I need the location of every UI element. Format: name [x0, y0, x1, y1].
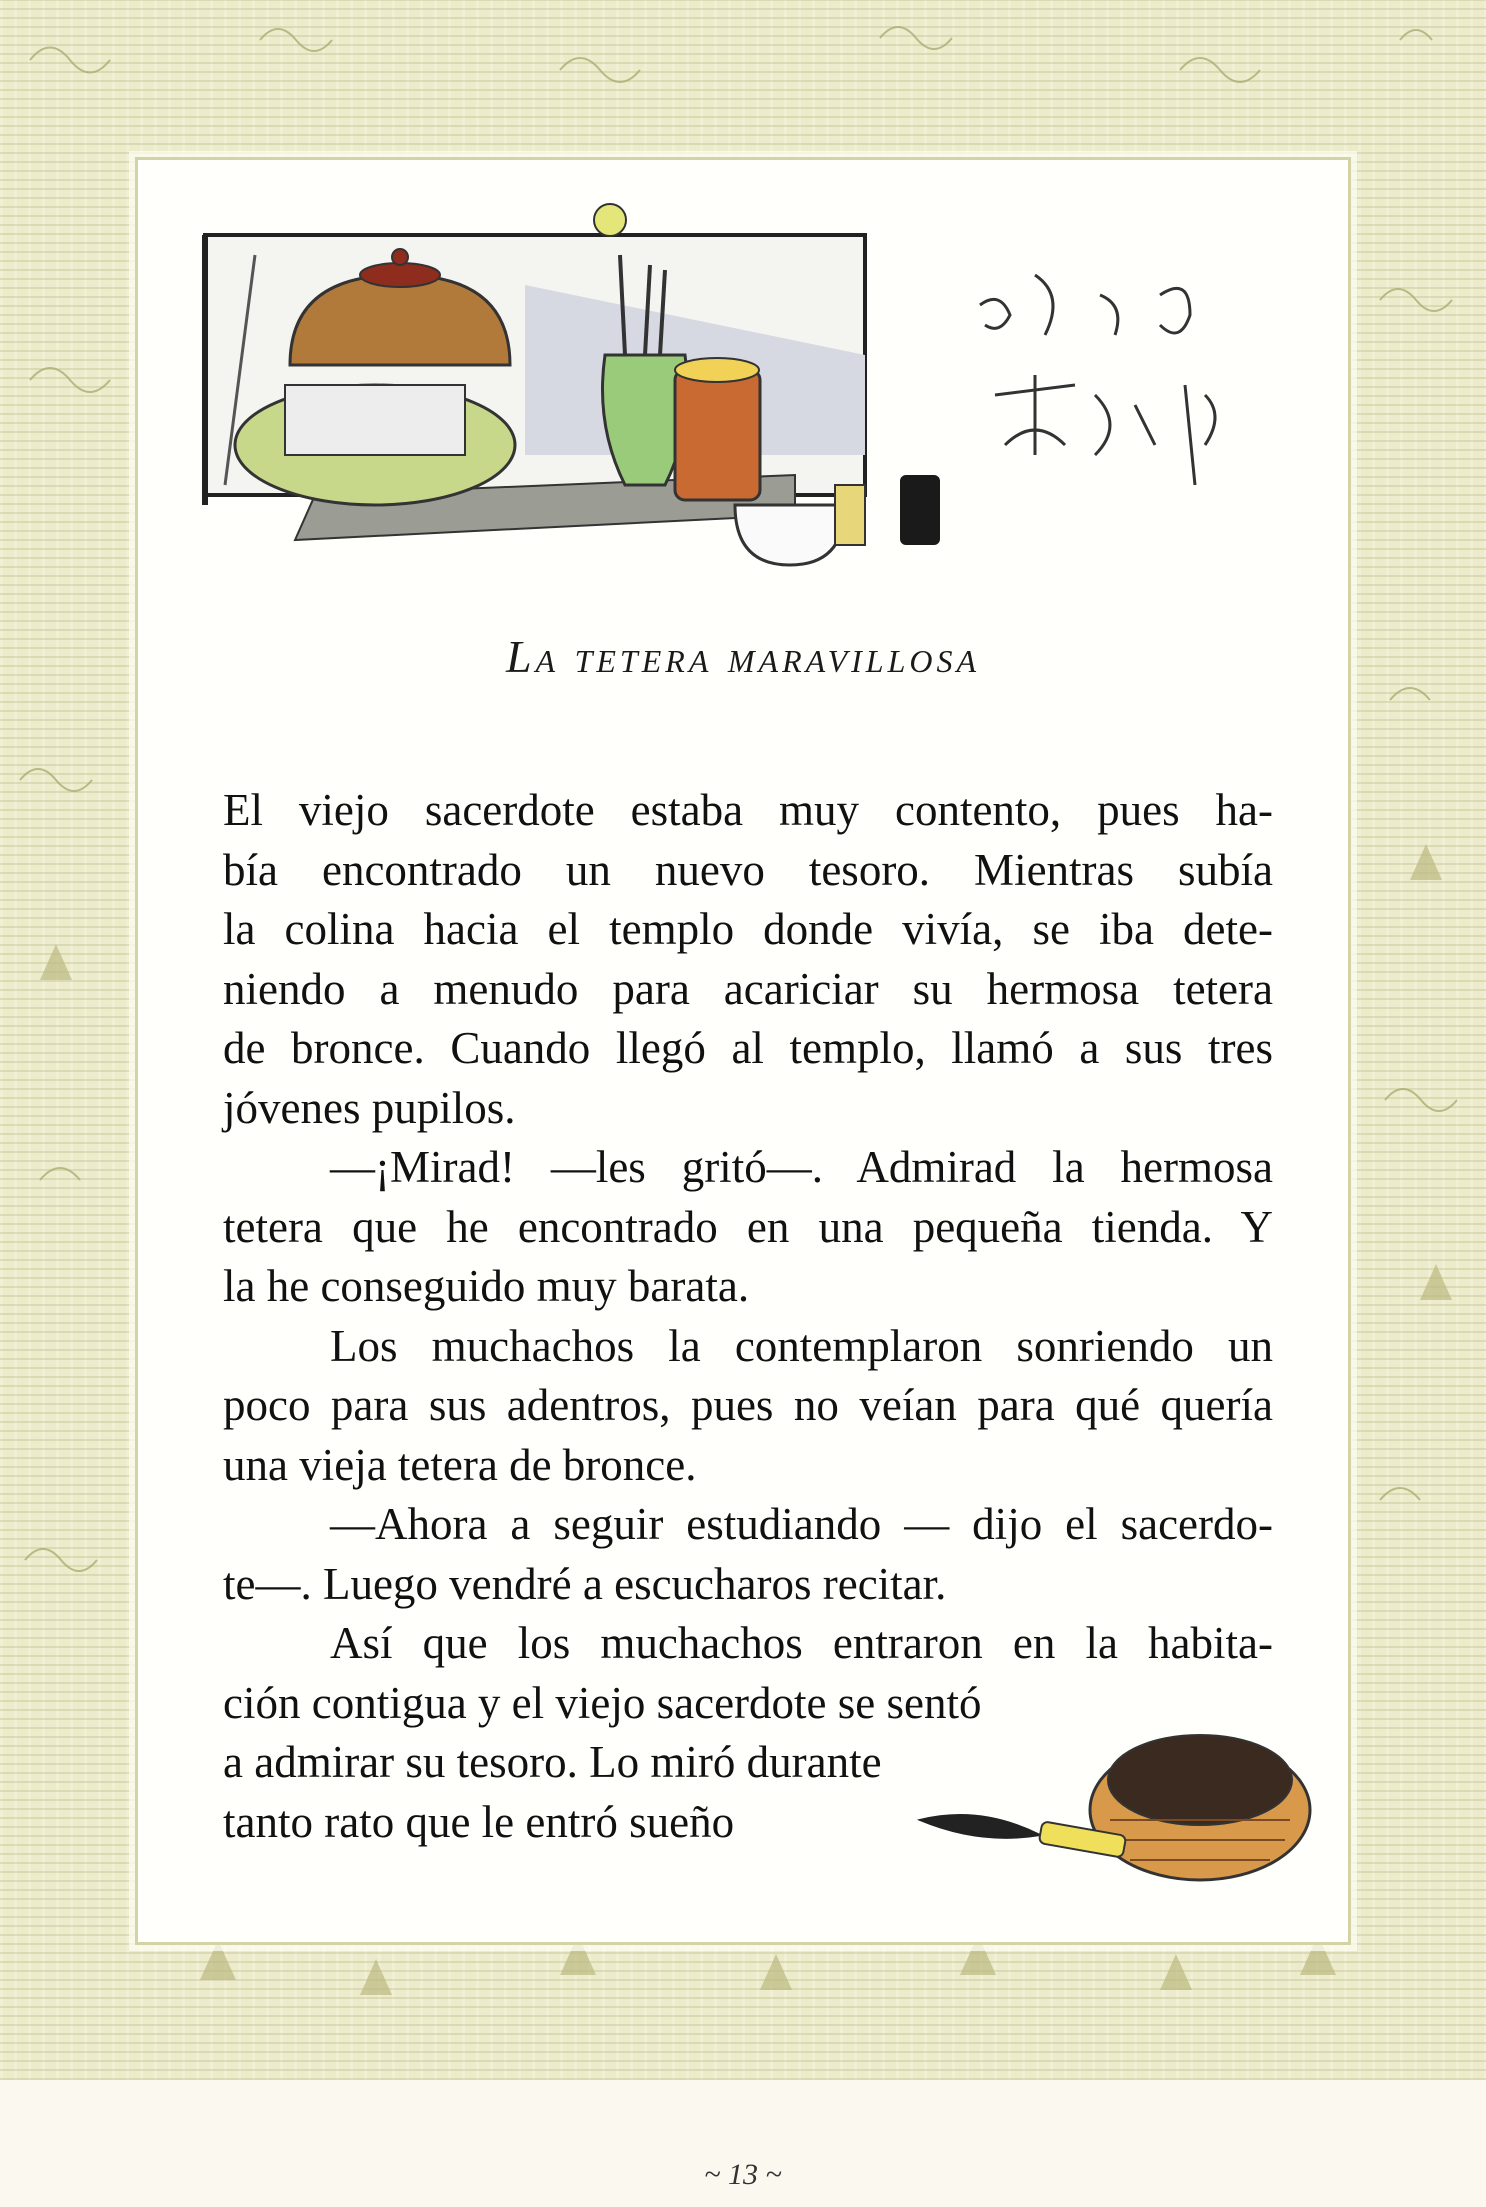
page-number: ~ 13 ~: [704, 2158, 782, 2191]
text-line: niendo a menudo para acariciar su hermosa tetera: [223, 963, 1273, 1014]
basket-and-brush-illustration: [910, 1700, 1350, 1900]
story-text: [223, 781, 1273, 1852]
text-line: jóvenes pupilos.: [223, 1082, 516, 1133]
chapter-title: La tetera maravillosa: [505, 631, 981, 682]
text-line: tetera que he encontrado en una pequeña tienda. Y: [223, 1201, 1273, 1252]
text-line: poco para sus adentros, pues no veían para qué quería: [223, 1380, 1273, 1430]
text-line: —Ahora a seguir estudiando — dijo el sacerdo-: [330, 1499, 1273, 1549]
text-line: Así que los muchachos entraron en la habita-: [330, 1618, 1273, 1668]
text-line: tanto rato que le entró sueño: [223, 1796, 735, 1847]
tea-ceremony-illustration: [195, 195, 1345, 595]
text-line: bía encontrado un nuevo tesoro. Mientras subía: [223, 844, 1273, 895]
text-line: El viejo sacerdote estaba muy contento, pues ha-: [223, 785, 1273, 835]
text-line: ción contigua y el viejo sacerdote se sentó: [223, 1677, 982, 1728]
text-line: la he conseguido muy barata.: [223, 1261, 750, 1311]
tea-caddy: [675, 370, 760, 500]
text-line: Los muchachos la contemplaron sonriendo un: [330, 1320, 1273, 1371]
text-line: una vieja tetera de bronce.: [223, 1439, 697, 1490]
text-line: te—. Luego vendré a escucharos recitar.: [223, 1558, 947, 1609]
text-line: a admirar su tesoro. Lo miró durante: [223, 1737, 882, 1787]
calligraphy-mark: [980, 275, 1215, 485]
text-line: —¡Mirad! —les gritó—. Admirad la hermosa: [330, 1142, 1273, 1192]
text-line: la colina hacia el templo donde vivía, se iba dete-: [223, 904, 1273, 954]
calligraphy-text: ぶんぶく茶釜: [1295, 575, 1301, 576]
text-line: de bronce. Cuando llegó al templo, llamó a sus tres: [223, 1023, 1273, 1073]
